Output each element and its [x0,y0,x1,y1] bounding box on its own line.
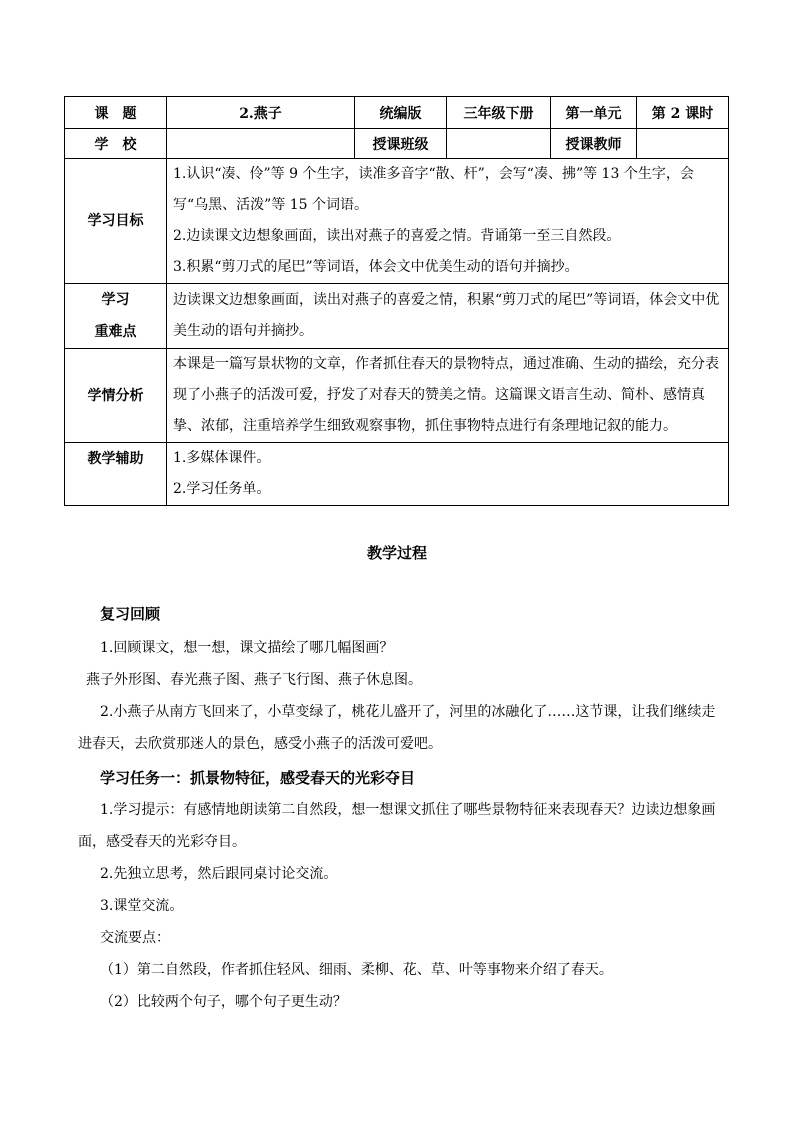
review-heading: 复习回顾 [100,605,161,623]
process-title: 教学过程 [366,544,427,562]
difficulty-label [65,284,167,349]
class-label: 授课班级 [355,129,447,159]
task1-step-2: 2.先独立思考，然后跟同桌讨论交流。 [100,866,338,882]
objectives-label: 学习目标 [65,159,167,284]
lesson-plan-table [64,96,729,506]
unit: 第一单元 [551,97,637,129]
aids-content [167,443,729,506]
lesson-title: 2.燕子 [167,97,355,129]
task1-heading: 学习任务一：抓景物特征，感受春天的光彩夺目 [100,769,416,787]
aid-item: 1.多媒体课件。 [173,450,271,466]
aids-label: 教学辅助 [65,443,167,506]
discussion-points-label: 交流要点： [100,930,170,946]
lesson-label: 课 题 [65,97,167,129]
objectives-content [167,159,729,284]
teacher-label: 授课教师 [551,129,637,159]
review-question-1: 1.回顾课文，想一想，课文描绘了哪几幅图画？ [100,640,394,656]
school-value [167,129,355,159]
aids-row [65,443,729,506]
task1-step-3: 3.课堂交流。 [100,898,184,914]
difficulty-label-line1: 学习 [101,292,130,308]
discussion-point-1: （1）第二自然段，作者抓住轻风、细雨、柔柳、花、草、叶等事物来介绍了春天。 [100,962,613,978]
edition: 统编版 [355,97,447,129]
objective-item: 2.边读课文边想象画面，读出对燕子的喜爱之情。背诵第一至三自然段。 [173,228,621,244]
review-question-2: 2.小燕子从南方飞回来了，小草变绿了，桃花儿盛开了，河里的冰融化了……这节课，让我们继续走进春天，去欣赏那迷人的景色，感受小燕子的活泼可爱吧。 [78,704,716,752]
review-answer-1: 燕子外形图、春光燕子图、燕子飞行图、燕子休息图。 [86,672,422,688]
difficulty-row [65,284,729,349]
discussion-point-2: （2）比较两个句子，哪个句子更生动？ [100,994,347,1010]
objective-item: 3.积累“剪刀式的尾巴”等词语，体会文中优美生动的语句并摘抄。 [173,259,579,275]
analysis-content: 本课是一篇写景状物的文章，作者抓住春天的景物特点，通过准确、生动的描绘，充分表现了小燕子的活泼可爱，抒发了对春天的赞美之情。这篇课文语言生动、简朴、感情真挚、浓郁，注重培养学生细致观察事物，抓住事物特点进行有条理地记叙的能力。 [167,349,729,443]
lesson-header-row [65,97,729,129]
objectives-row [65,159,729,284]
school-label: 学 校 [65,129,167,159]
grade: 三年级下册 [447,97,551,129]
task1-step-1: 1.学习提示：有感情地朗读第二自然段，想一想课文抓住了哪些景物特征来表现春天？边读边想象画面，感受春天的光彩夺目。 [78,802,716,850]
analysis-row [65,349,729,443]
teacher-value [637,129,729,159]
difficulty-label-line2: 重难点 [94,324,137,340]
objective-item: 1.认识“凑、伶”等 9 个生字，读准多音字“散、杆”，会写“凑、拂”等 13 个生字，会写“乌黑、活泼”等 15 个词语。 [173,166,694,213]
school-row [65,129,729,159]
analysis-label: 学情分析 [65,349,167,443]
period: 第 2 课时 [637,97,729,129]
process-body [78,598,728,1018]
aid-item: 2.学习任务单。 [173,481,271,497]
class-value [447,129,551,159]
difficulty-content: 边读课文边想象画面，读出对燕子的喜爱之情，积累“剪刀式的尾巴”等词语，体会文中优美生动的语句并摘抄。 [167,284,729,349]
